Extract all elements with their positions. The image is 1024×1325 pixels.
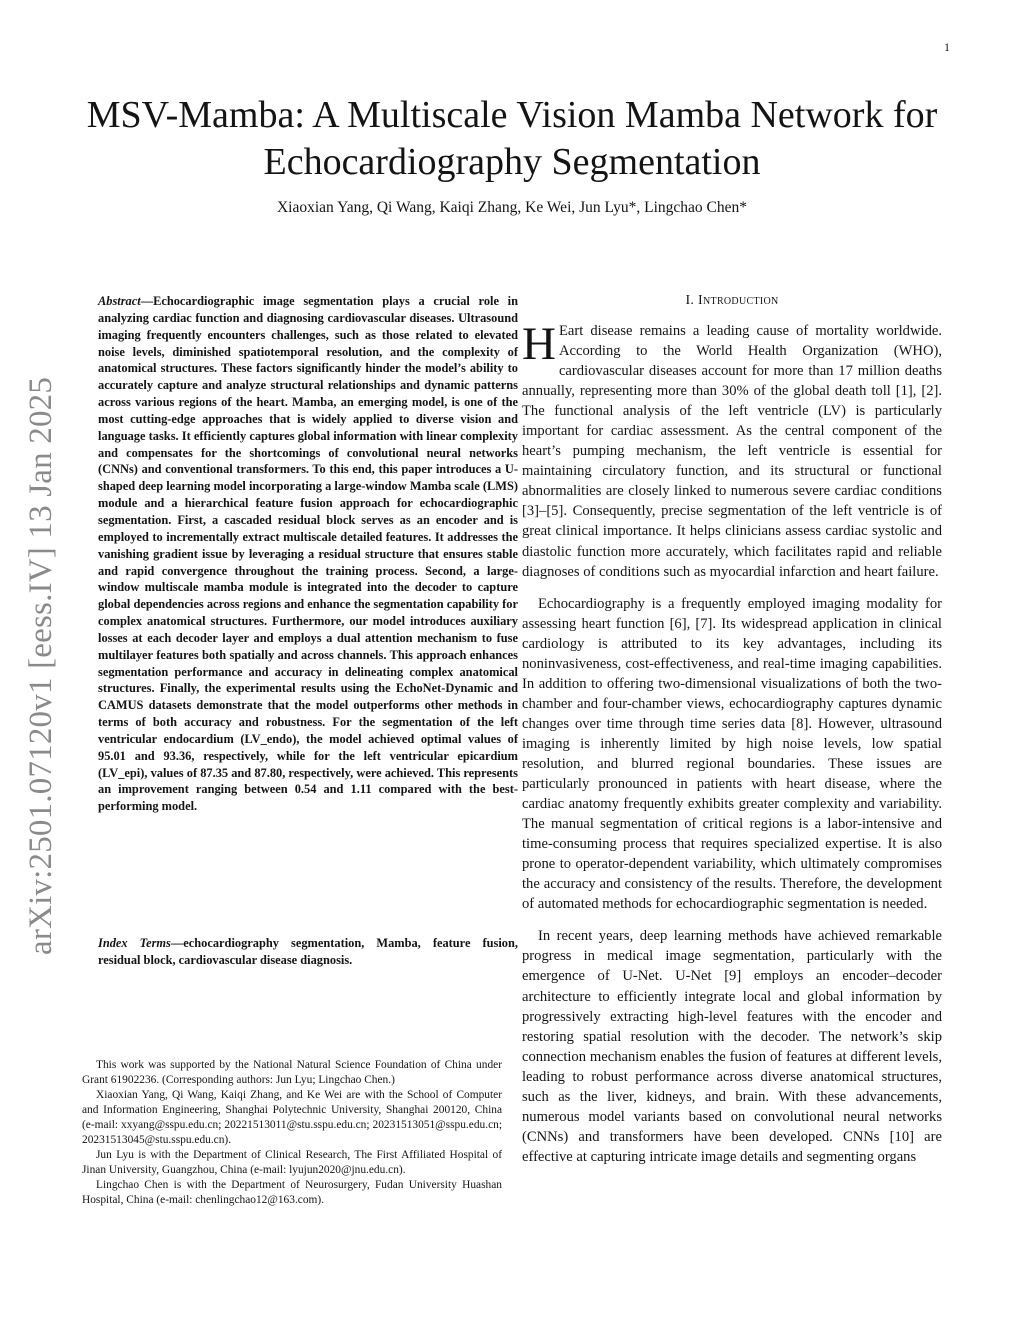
introduction-body bbox=[522, 318, 942, 1179]
footnote-affiliation: Jun Lyu is with the Department of Clinical Research, The First Affiliated Hospital of Jinan University, Guangzhou, China (e-mail: lyujun2020@jnu.edu.cn). bbox=[82, 1149, 502, 1176]
section-number: I. bbox=[685, 293, 695, 308]
paragraph bbox=[522, 318, 942, 582]
index-terms bbox=[82, 935, 518, 969]
abstract bbox=[82, 293, 518, 815]
paragraph-text: Eart disease remains a leading cause of mortality worldwide. According to the World Health Organization (WHO), cardiovascular diseases account for more than 17 million deaths annually, representing more than 30% of the global death toll [1], [2]. The functional analysis of the left ventricle (LV) is particularly important for cardiac assessment. As the central component of the heart’s pumping mechanism, the left ventricle is essential for maintaining circulatory function, and its structural or functional abnormalities are closely linked to numerous severe cardiac conditions [3]–[5]. Consequently, precise segmentation of the left ventricle is of great clinical importance. It helps clinicians assess cardiac systolic and diastolic function more accurately, which facilitates rapid and reliable diagnoses of conditions such as myocardial infarction and heart failure. bbox=[522, 323, 942, 580]
drop-cap: H bbox=[522, 318, 556, 370]
footnote-affiliation: Lingchao Chen is with the Department of Neurosurgery, Fudan University Huashan Hospital, China (e-mail: chenlingchao12@163.com). bbox=[82, 1179, 502, 1206]
abstract-label: Abstract bbox=[98, 294, 141, 308]
section-heading bbox=[522, 293, 942, 309]
footnote-affiliation: Xiaoxian Yang, Qi Wang, Kaiqi Zhang, and Ke Wei are with the School of Computer and Information Engineering, Shanghai Polytechnic University, Shanghai 200120, China (e-mail: xxyang@sspu.edu.cn; 20221513011@stu.sspu.edu.cn; 20231513051@sspu.edu.cn; 20231513045@stu.sspu.edu.cn). bbox=[82, 1089, 502, 1146]
author-list: Xiaoxian Yang, Qi Wang, Kaiqi Zhang, Ke Wei, Jun Lyu*, Lingchao Chen* bbox=[276, 199, 748, 216]
arxiv-stamp: arXiv:2501.07120v1 [eess.IV] 13 Jan 2025 bbox=[23, 376, 59, 955]
paragraph: Echocardiography is a frequently employed imaging modality for assessing heart function [6], [7]. Its widespread application in clinical cardiology is attributed to its key advantages, including its noninvasiveness, cost-effectiveness, and real-time imaging capabilities. In addition to offering two-dimensional visualizations of both the two-chamber and four-chamber views, echocardiography captures dynamic changes over time through time series data [8]. However, ultrasound imaging is inherently limited by high noise levels, low spatial resolution, and blurred regional boundaries. These issues are particularly pronounced in patients with heart disease, where the cardiac anatomy frequently exhibits greater complexity and variability. The manual segmentation of critical regions is a labor-intensive and time-consuming process that requires specialized expertise. It is also prone to operator-dependent variability, which ultimately compromises the accuracy and consistency of the results. Therefore, the development of automated methods for echocardiographic segmentation is needed. bbox=[522, 595, 942, 913]
abstract-text: —Echocardiographic image segmentation plays a crucial role in analyzing cardiac function and diagnosing cardiovascular diseases. Ultrasound imaging frequently encounters challenges, such as those related to elevated noise levels, diminished spatiotemporal resolution, and the complexity of anatomical structures. These factors significantly hinder the model’s ability to accurately capture and analyze structural relationships and dynamic patterns across various regions of the heart. Mamba, an emerging model, is one of the most cutting-edge approaches that is widely applied to diverse vision and language tasks. It efficiently captures global information with linear complexity and compensates for the shortcomings of convolutional neural networks (CNNs) and conventional transformers. To this end, this paper introduces a U-shaped deep learning model incorporating a large-window Mamba scale (LMS) module and a hierarchical feature fusion approach for echocardiographic segmentation. First, a cascaded residual block serves as an encoder and is employed to incrementally extract multiscale detailed features. It addresses the vanishing gradient issue by leveraging a residual structure that ensures stable and rapid convergence throughout the training process. Second, a large-window multiscale mamba module is integrated into the decoder to capture global dependencies across regions and enhance the segmentation capability for complex anatomical structures. Furthermore, our model introduces auxiliary losses at each decoder layer and employs a dual attention mechanism to fuse multilayer features both spatially and across channels. This approach enhances segmentation performance and accuracy in delineating complex anatomical structures. Finally, the experimental results using the EchoNet-Dynamic and CAMUS datasets demonstrate that the model outperforms other methods in terms of both accuracy and robustness. For the segmentation of the left ventricular endocardium (LV_endo), the model achieved optimal values of 95.01 and 93.36, respectively, while for the left ventricular epicardium (LV_epi), values of 87.35 and 87.80, respectively, were achieved. This represents an improvement ranging between 0.54 and 1.11 compared with the best-performing model. bbox=[98, 294, 518, 814]
footnote-funding: This work was supported by the National Natural Science Foundation of China under Grant 61902236. (Corresponding authors: Jun Lyu; Lingchao Chen.) bbox=[82, 1059, 502, 1086]
paper-title: MSV-Mamba: A Multiscale Vision Mamba Network for Echocardiography Segmentation bbox=[86, 94, 938, 183]
index-terms-label: Index Terms bbox=[98, 936, 171, 950]
page-number: 1 bbox=[944, 40, 950, 54]
footnotes bbox=[82, 1058, 502, 1208]
paragraph: In recent years, deep learning methods have achieved remarkable progress in medical image segmentation, particularly with the emergence of U-Net. U-Net [9] employs an encoder–decoder architecture to efficiently integrate local and global information by progressively extracting high-level features with the encoder and restoring spatial resolution with the decoder. The network’s skip connection mechanism enables the fusion of features at different levels, leading to robust performance across diverse anatomical structures, such as the liver, kidneys, and brain. With these advancements, numerous model variants based on convolutional neural networks (CNNs) and transformers have been developed. CNNs [10] are effective at capturing intricate image details and segmenting organs bbox=[522, 928, 942, 1165]
section-title: Introduction bbox=[698, 293, 779, 308]
index-terms-text: —echocardiography segmentation, Mamba, feature fusion, residual block, cardiovascular disease diagnosis. bbox=[98, 936, 518, 967]
